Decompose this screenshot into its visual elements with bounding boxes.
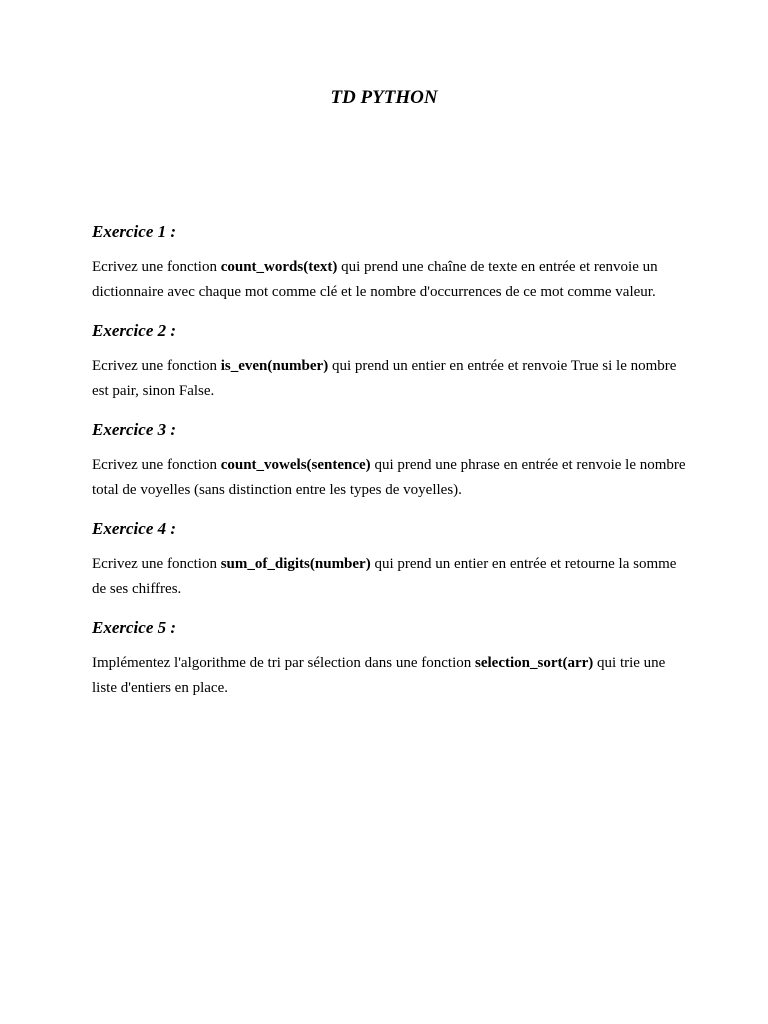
exercise-2 (92, 318, 692, 404)
exercise-description (92, 651, 692, 701)
function-name: count_words(text) (220, 259, 338, 275)
description-text: qui prend une chaîne de texte en entrée et renvoie un dictionnaire avec chaque mot comme clé et le nombre d'occurrences de ce mot comme valeur. (92, 259, 658, 300)
function-name: is_even(number) (220, 358, 329, 374)
description-text: qui prend une phrase en entrée et renvoie le nombre total de voyelles (sans distinction entre les types de voyelles). (92, 457, 686, 498)
exercise-description (92, 552, 692, 602)
description-text: Ecrivez une fonction (92, 358, 221, 374)
exercise-heading: Exercice 4 : (92, 519, 177, 538)
exercise-heading: Exercice 1 : (92, 222, 177, 241)
exercise-5 (92, 615, 692, 701)
exercise-3 (92, 417, 692, 503)
description-text: qui trie une liste d'entiers en place. (92, 655, 666, 696)
function-name: count_vowels(sentence) (220, 457, 371, 473)
exercise-list (92, 219, 692, 701)
exercise-heading: Exercice 2 : (92, 321, 177, 340)
description-text: Ecrivez une fonction (92, 556, 221, 572)
exercise-description (92, 255, 692, 305)
exercise-heading: Exercice 3 : (92, 420, 177, 439)
exercise-description (92, 354, 692, 404)
exercise-1 (92, 219, 692, 305)
description-text: qui prend un entier en entrée et retourne la somme de ses chiffres. (92, 556, 677, 597)
document-title: TD PYTHON (330, 87, 438, 108)
description-text: Ecrivez une fonction (92, 457, 221, 473)
exercise-description (92, 453, 692, 503)
description-text: qui prend un entier en entrée et renvoie True si le nombre est pair, sinon False. (92, 358, 677, 399)
exercise-heading: Exercice 5 : (92, 618, 177, 637)
function-name: sum_of_digits(number) (220, 556, 371, 572)
description-text: Ecrivez une fonction (92, 259, 221, 275)
function-name: selection_sort(arr) (475, 655, 594, 671)
exercise-4 (92, 516, 692, 602)
description-text: Implémentez l'algorithme de tri par sélection dans une fonction (92, 655, 475, 671)
